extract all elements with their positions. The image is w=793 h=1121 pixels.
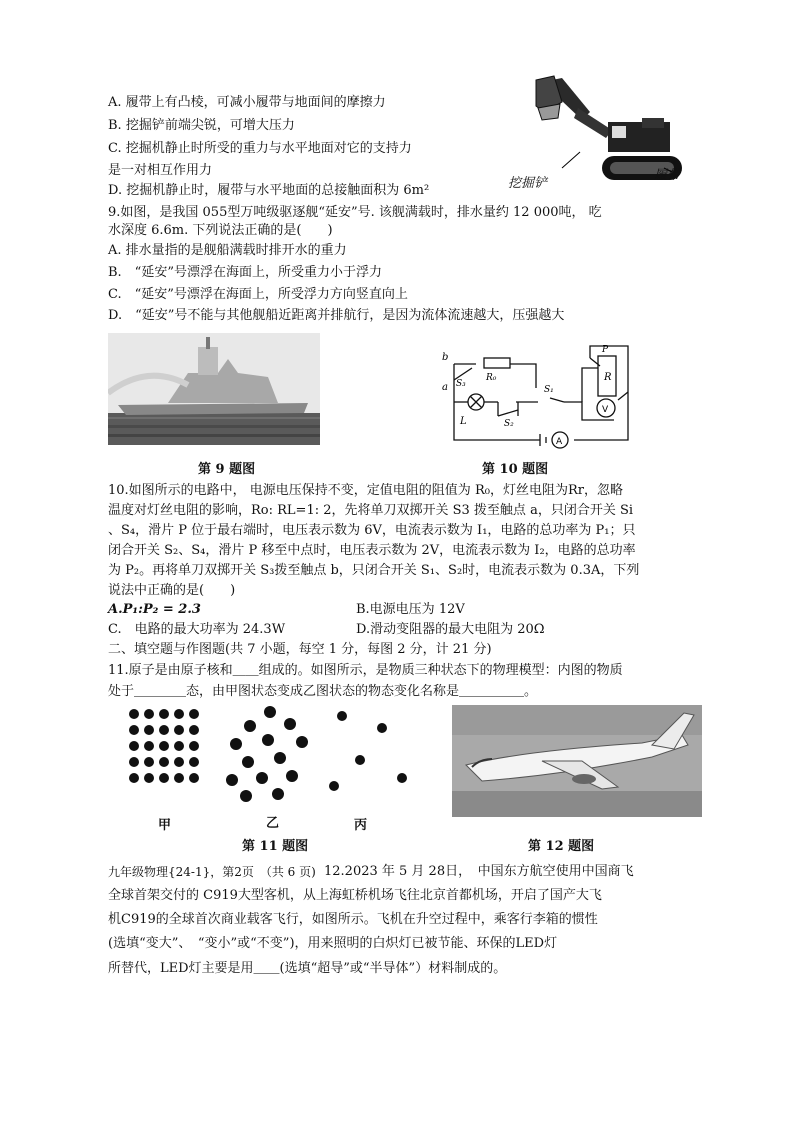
q8-option-b: B. 挖掘铲前端尖锐，可增大压力 [108, 118, 295, 133]
q12-line0: 12.2023 年 5 月 28日， 中国东方航空使用中国商飞 [324, 864, 634, 879]
circuit-label-a-meter: A [556, 437, 563, 447]
circuit-diagram [432, 340, 642, 450]
q10-line5: 为 P₂。再将单刀双掷开关 S₃拨至触点 b，只闭合开关 S₁、S₂时，电流表示数为 0.3A，下列 [108, 563, 640, 578]
excavator-label-shovel: 挖掘铲 [508, 176, 548, 191]
q8-option-c-cont: 是一对相互作用力 [108, 163, 213, 178]
c919-photo [452, 705, 702, 817]
q10-line1: 10.如图所示的电路中， 电源电压保持不变，定值电阻的阻值为 R₀，灯丝电阻为Rr，忽略 [108, 483, 623, 498]
state-label-jia: 甲 [158, 818, 172, 833]
q9-stem: 9.如图，是我国 055型万吨级驱逐舰“延安”号. 该舰满载时，排水量约 12 000吨， 吃 [108, 205, 602, 220]
circuit-label-r: R [604, 372, 612, 383]
q11-line1: 11.原子是由原子核和＿＿组成的。如图所示，是物质三种状态下的物理模型：内图的物质 [108, 663, 623, 678]
q10-line3: 、S₄，滑片 P 位于最右端时，电压表示数为 6V，电流表示数为 I₁，电路的总功率为 P₁；只 [108, 523, 636, 538]
state-label-yi: 乙 [266, 816, 280, 831]
page-footer: 九年级物理{24-1}，第2页 （共 6 页) [108, 865, 316, 879]
caption-fig11: 第 11 题图 [242, 839, 309, 854]
q12-line4: 所替代，LED灯主要是用＿＿(选填“超导”或“半导体”）材料制成的。 [108, 961, 507, 976]
caption-fig10: 第 10 题图 [482, 462, 549, 477]
q10-option-b: B.电源电压为 12V [356, 602, 465, 617]
q10-line4: 闭合开关 S₂、S₄，滑片 P 移至中点时，电压表示数为 2V，电流表示数为 I₂，电路的总功率 [108, 543, 636, 558]
airplane-drawing [452, 705, 702, 817]
excavator-figure [508, 72, 694, 192]
circuit-label-l: L [460, 416, 467, 427]
excavator-label-track: 履带 [654, 168, 681, 183]
circuit-label-r0: R₀ [486, 373, 497, 383]
caption-fig9: 第 9 题图 [198, 462, 256, 477]
q10-line2: 温度对灯丝电阻的影响，Ro: RL=1: 2，先将单刀双掷开关 S3 拨至触点 a，只闭合开关 Si [108, 503, 634, 518]
q10-option-d: D.滑动变阻器的最大电阻为 20Ω [356, 622, 545, 637]
q9-option-d: D. “延安”号不能与其他舰船近距离并排航行，是因为流体流速越大，压强越大 [108, 308, 565, 323]
q9-option-c: C. “延安”号漂浮在海面上，所受浮力方向竖直向上 [108, 287, 408, 302]
q9-option-a: A. 排水量指的是舰船满载时排开水的重力 [108, 243, 347, 258]
q10-option-c: C. 电路的最大功率为 24.3W [108, 622, 286, 637]
q9-stem-cont: 水深度 6.6m. 下列说法正确的是( ) [108, 223, 333, 238]
circuit-label-a: a [442, 382, 448, 393]
circuit-label-b: b [442, 352, 449, 363]
destroyer-drawing [108, 333, 320, 445]
q9-option-b: B. “延安”号漂浮在海面上，所受重力小于浮力 [108, 265, 382, 280]
q12-line2: 机C919的全球首次商业载客飞行，如图所示。飞机在升空过程中，乘客行李箱的惯性 [108, 912, 598, 927]
state-label-bing: 丙 [354, 818, 368, 833]
circuit-drawing [432, 340, 642, 450]
q10-line6: 说法中正确的是( ) [108, 583, 236, 598]
q10-option-a: A.P₁:P₂ = 2.3 [108, 602, 201, 617]
particle-models [120, 700, 420, 810]
circuit-label-v: V [602, 405, 609, 415]
circuit-label-s1: S₁ [544, 385, 554, 395]
states-of-matter-figure [120, 700, 420, 833]
q12-line1: 全球首架交付的 C919大型客机，从上海虹桥机场飞往北京首都机场，开启了国产大飞 [108, 888, 602, 903]
caption-fig12: 第 12 题图 [528, 839, 595, 854]
q12-line3: (选填“变大”、 “变小”或“不变”)，用来照明的白炽灯已被节能、环保的LED灯 [108, 936, 558, 951]
destroyer-photo [108, 333, 320, 445]
q11-line2: 处于＿＿＿＿态，由甲图状态变成乙图状态的物态变化名称是＿＿＿＿＿。 [108, 684, 538, 699]
q8-option-c: C. 挖掘机静止时所受的重力与水平地面对它的支持力 [108, 141, 412, 156]
q8-option-a: A. 履带上有凸棱，可减小履带与地面间的摩擦力 [108, 95, 386, 110]
circuit-label-s3: S₃ [456, 379, 466, 389]
q8-option-d: D. 挖掘机静止时，履带与水平地面的总接触面积为 6m² [108, 183, 430, 198]
circuit-label-s2: S₂ [504, 419, 514, 429]
circuit-label-p: P [602, 345, 609, 355]
section2-heading: 二、填空题与作图题(共 7 小题，每空 1 分，每图 2 分，计 21 分) [108, 642, 492, 657]
